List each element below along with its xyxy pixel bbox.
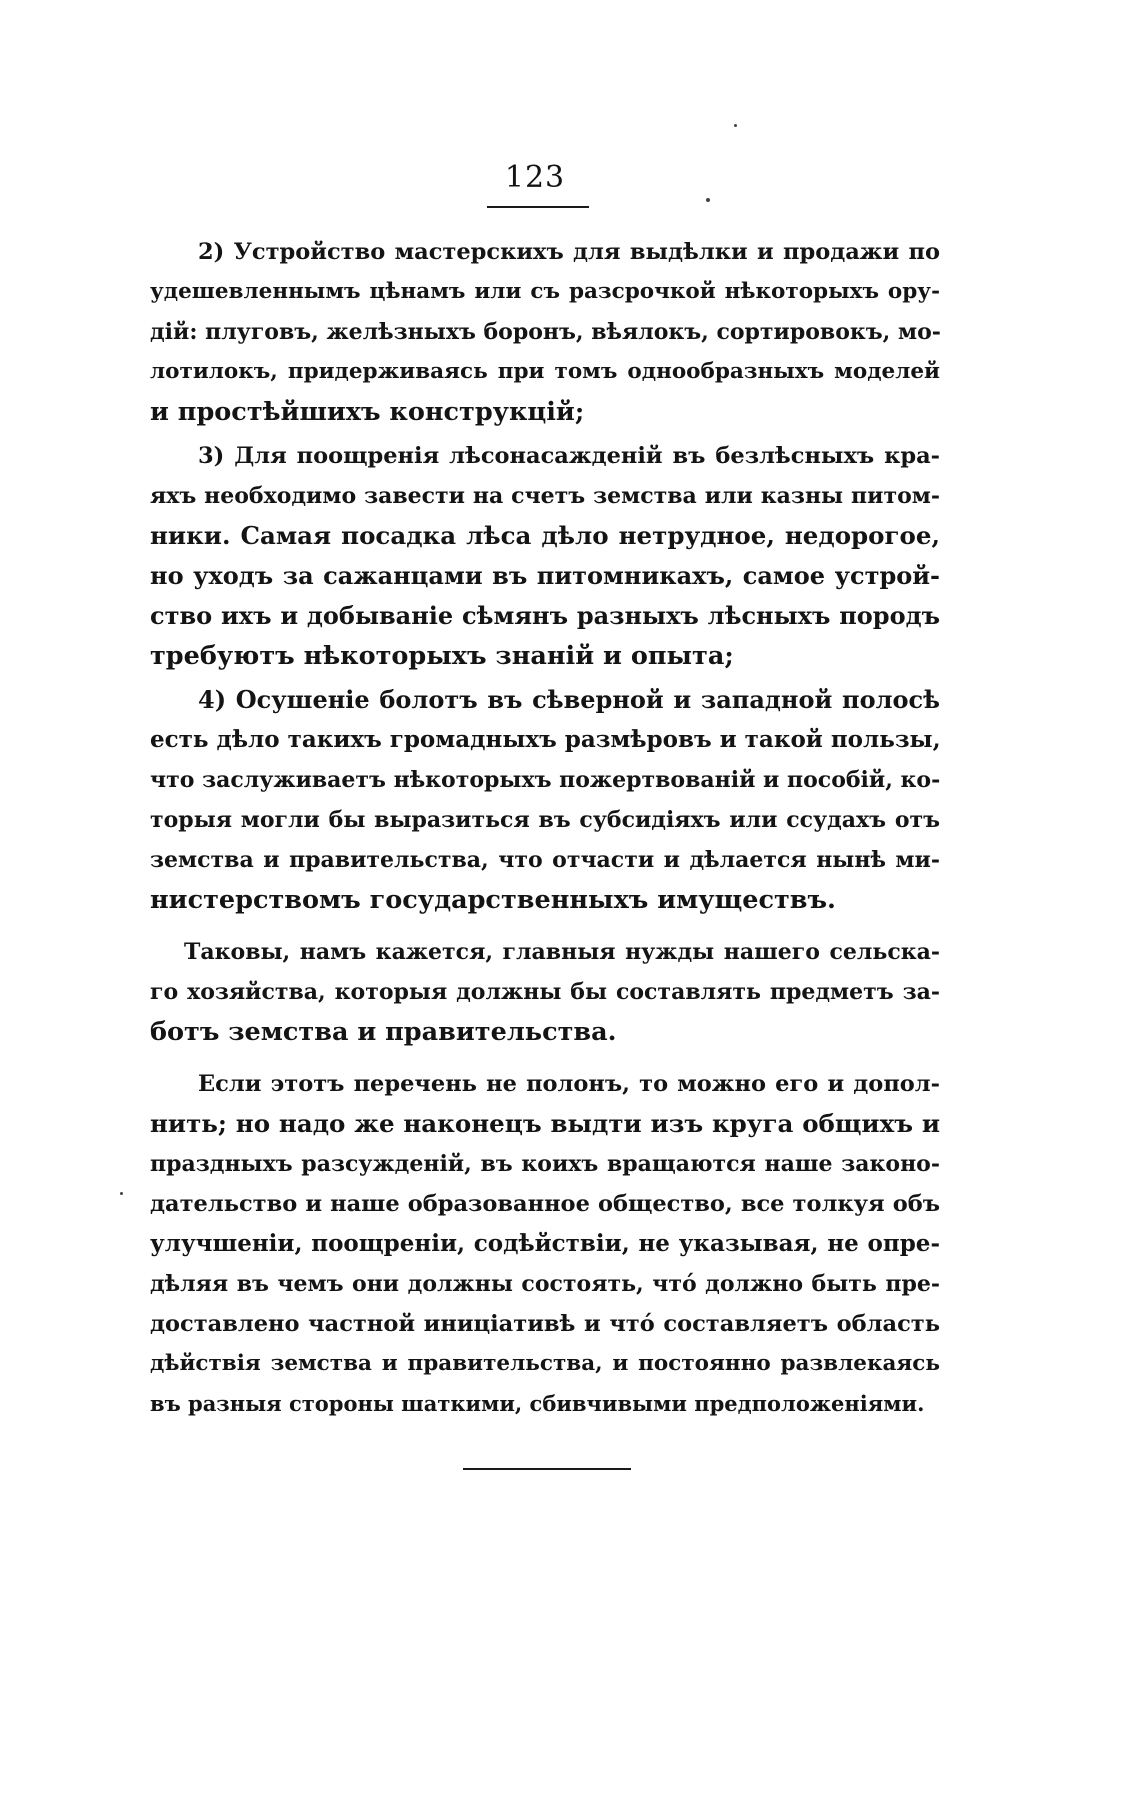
text-line: праздныхъ разсужденій, въ коихъ вращаются наше законо- xyxy=(150,1151,940,1177)
text-line: ботъ земства и правительства. xyxy=(150,1017,617,1047)
text-line: лотилокъ, придерживаясь при томъ однообразныхъ моделей xyxy=(150,359,940,384)
paragraph xyxy=(150,436,940,676)
body-text xyxy=(150,232,940,1424)
paragraph xyxy=(150,1064,940,1424)
text-line: 4) Осушеніе болотъ въ сѣверной и западной полосѣ xyxy=(198,685,940,714)
text-line: го хозяйства, которыя должны бы составлять предметъ за- xyxy=(150,979,940,1005)
text-line: дѣляя въ чемъ они должны состоять, что́ должно быть пре- xyxy=(150,1271,940,1297)
page-number: 123 xyxy=(504,160,566,195)
text-line: доставлено частной иниціативѣ и что́ составляетъ область xyxy=(150,1311,940,1337)
text-line: 2) Устройство мастерскихъ для выдѣлки и продажи по xyxy=(198,239,940,265)
text-line: Если этотъ перечень не полонъ, то можно его и допол- xyxy=(198,1071,940,1097)
text-line: есть дѣло такихъ громадныхъ размѣровъ и такой пользы, xyxy=(150,726,941,753)
text-line: дательство и наше образованное общество, все толкуя объ xyxy=(150,1191,940,1217)
print-speck xyxy=(706,198,710,202)
text-line: дій: плуговъ, желѣзныхъ боронъ, вѣялокъ, сортировокъ, мо- xyxy=(150,319,941,345)
paragraph xyxy=(150,680,940,920)
text-line: и простѣйшихъ конструкцій; xyxy=(150,397,585,427)
text-line: земства и правительства, что отчасти и дѣлается нынѣ ми- xyxy=(150,847,940,873)
text-line: требуютъ нѣкоторыхъ знаній и опыта; xyxy=(150,641,734,671)
text-line: удешевленнымъ цѣнамъ или съ разсрочкой нѣкоторыхъ ору- xyxy=(150,279,940,304)
print-speck xyxy=(120,1192,123,1195)
text-line: нистерствомъ государственныхъ имуществъ. xyxy=(150,885,836,915)
header-rule xyxy=(487,206,589,208)
text-line: яхъ необходимо завести на счетъ земства или казны питом- xyxy=(150,483,940,509)
text-line: ство ихъ и добываніе сѣмянъ разныхъ лѣсныхъ породъ xyxy=(150,601,940,630)
text-line: улучшеніи, поощреніи, содѣйствіи, не указывая, не опре- xyxy=(150,1230,940,1257)
print-speck xyxy=(734,124,737,127)
text-line: Таковы, намъ кажется, главныя нужды нашего сельска- xyxy=(184,939,940,965)
text-line: въ разныя стороны шаткими, сбивчивыми предположеніями. xyxy=(150,1391,925,1416)
text-line: ники. Самая посадка лѣса дѣло нетрудное, недорогое, xyxy=(150,521,940,550)
text-line: 3) Для поощренія лѣсонасажденій въ безлѣсныхъ кра- xyxy=(198,443,940,469)
text-line: нить; но надо же наконецъ выдти изъ круга общихъ и xyxy=(150,1109,940,1138)
text-line: торыя могли бы выразиться въ субсидіяхъ или ссудахъ отъ xyxy=(150,807,940,833)
paragraph xyxy=(150,232,940,432)
paragraph xyxy=(150,932,940,1052)
text-line: что заслуживаетъ нѣкоторыхъ пожертвованій и пособій, ко- xyxy=(150,767,941,793)
footer-rule xyxy=(463,1468,631,1470)
text-line: дѣйствія земства и правительства, и постоянно развлекаясь xyxy=(150,1351,940,1376)
text-line: но уходъ за сажанцами въ питомникахъ, самое устрой- xyxy=(150,561,940,590)
